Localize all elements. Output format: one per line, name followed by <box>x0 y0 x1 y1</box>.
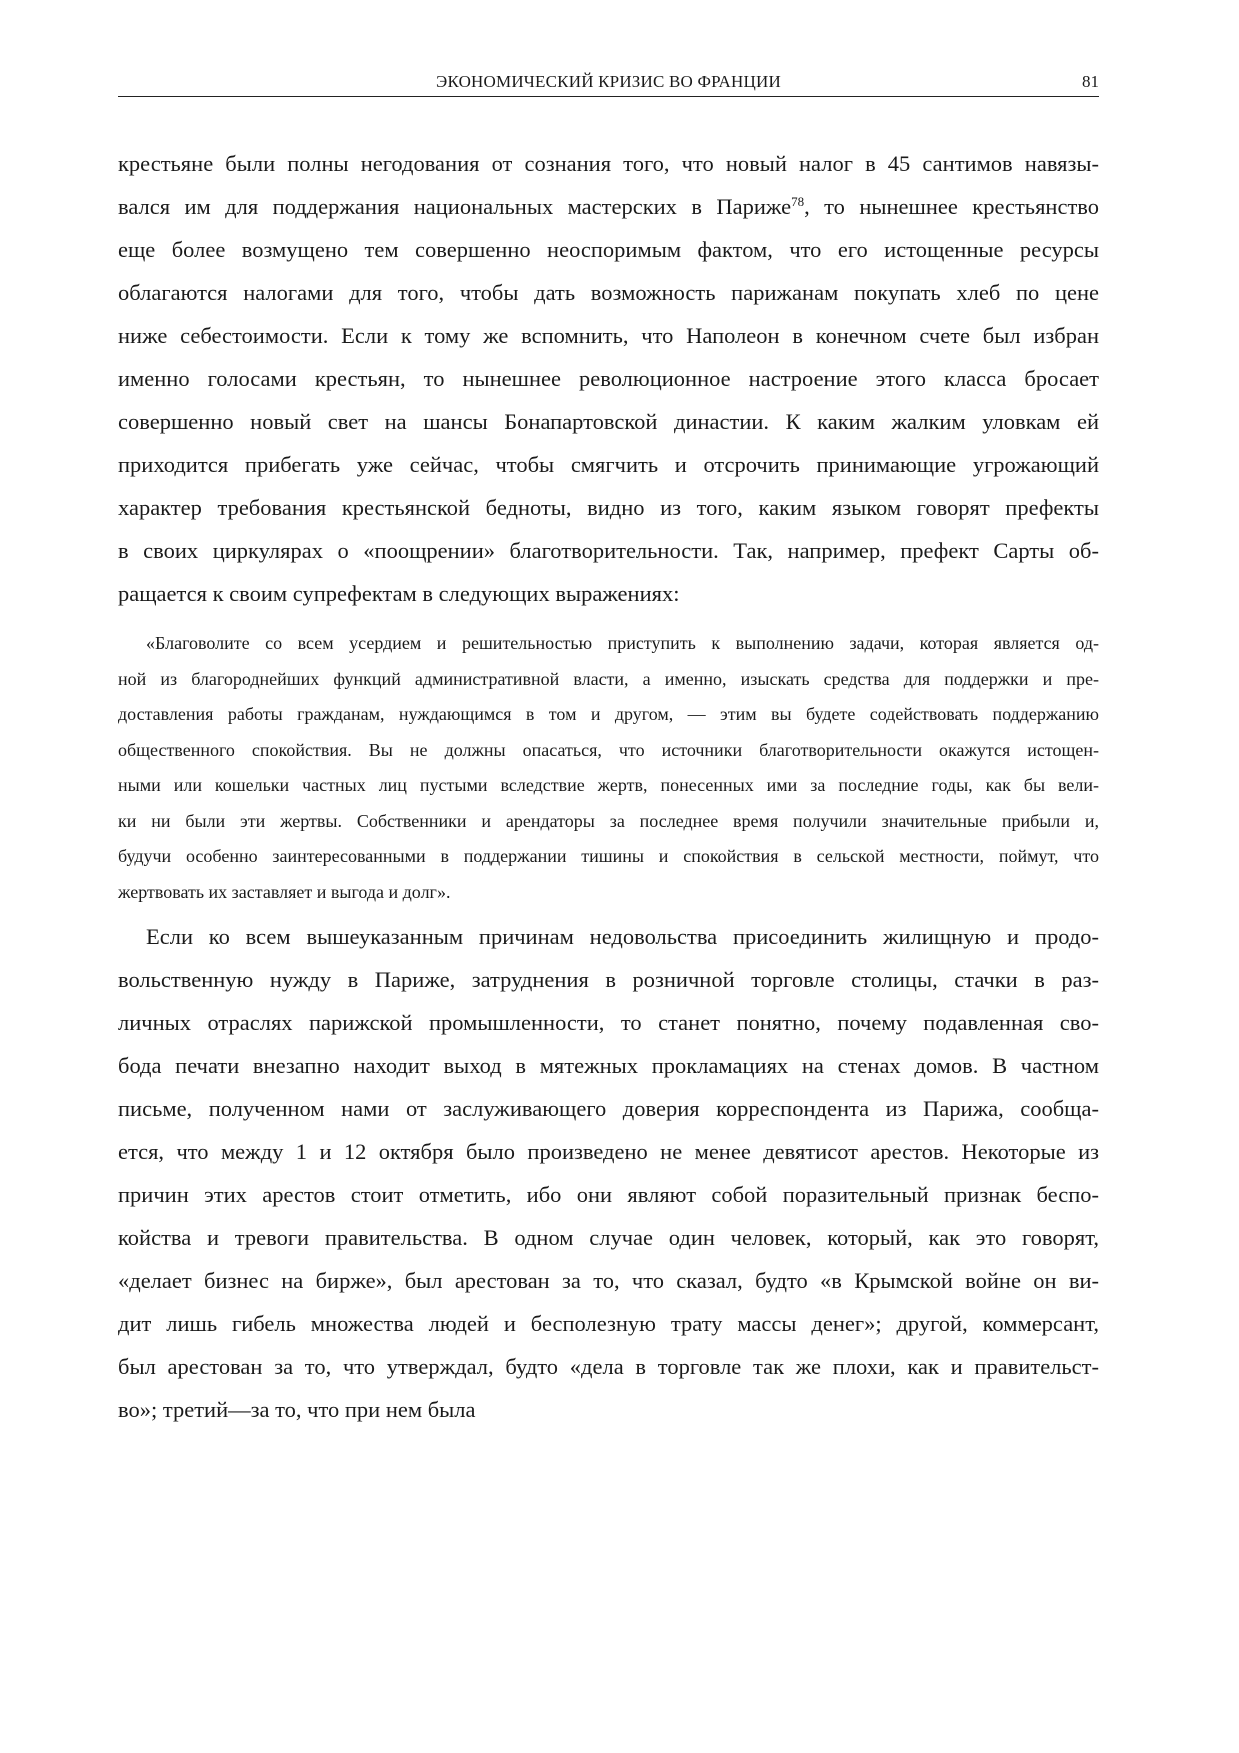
text-line: облагаются налогами для того, чтобы дать возможность парижанам покупать хлеб по цене <box>118 280 1099 305</box>
text-line: письме, полученном нами от заслуживающего доверия корреспондента из Парижа, сообща- <box>118 1096 1099 1121</box>
text-line: именно голосами крестьян, то нынешнее революционное настроение этого класса бросает <box>118 366 1099 391</box>
quote-line: ки ни были эти жертвы. Собственники и арендаторы за последнее время получили значительные прибыли и, <box>118 810 1099 831</box>
page-number: 81 <box>1082 72 1099 91</box>
text-line: ниже себестоимости. Если к тому же вспомнить, что Наполеон в конечном счете был избран <box>118 323 1099 348</box>
running-header <box>118 70 1099 97</box>
text-line: койства и тревоги правительства. В одном случае один человек, который, как это говорят, <box>118 1225 1099 1250</box>
text-line: крестьяне были полны негодования от сознания того, что новый налог в 45 сантимов навязы- <box>118 151 1099 176</box>
text-line: ращается к своим супрефектам в следующих выражениях: <box>118 581 680 606</box>
text-fragment: вался им для поддержания национальных мастерских в Париже <box>118 194 792 219</box>
text-line: был арестован за то, что утверждал, будто «дела в торговле так же плохи, как и правительст- <box>118 1354 1099 1379</box>
quote-line: будучи особенно заинтересованными в поддержании тишины и спокойствия в сельской местности, поймут, что <box>118 846 1099 866</box>
text-line: еще более возмущено тем совершенно неоспоримым фактом, что его истощенные ресурсы <box>118 237 1099 262</box>
text-fragment: , то нынешнее крестьянство <box>804 194 1099 219</box>
text-line: ется, что между 1 и 12 октября было произведено не менее девятисот арестов. Некоторые из <box>118 1139 1099 1164</box>
text-line: бода печати внезапно находит выход в мятежных прокламациях на стенах домов. В частном <box>118 1053 1099 1078</box>
text-line <box>118 185 1099 228</box>
text-line: характер требования крестьянской бедноты, видно из того, каким языком говорят префекты <box>118 495 1099 520</box>
text-line: вольственную нужду в Париже, затруднения в розничной торговле столицы, стачки в раз- <box>118 967 1099 992</box>
paragraph-2 <box>118 915 1099 1431</box>
block-quote <box>118 626 1099 910</box>
quote-line: жертвовать их заставляет и выгода и долг». <box>118 881 451 902</box>
text-line: причин этих арестов стоит отметить, ибо они являют собой поразительный признак беспо- <box>118 1182 1099 1207</box>
text-line: Если ко всем вышеуказанным причинам недовольства присоединить жилищную и продо- <box>146 924 1099 949</box>
text-line: приходится прибегать уже сейчас, чтобы смягчить и отсрочить принимающие угрожающий <box>118 452 1099 477</box>
running-title: ЭКОНОМИЧЕСКИЙ КРИЗИС ВО ФРАНЦИИ <box>436 72 781 91</box>
text-line: совершенно новый свет на шансы Бонапартовской династии. К каким жалким уловкам ей <box>118 409 1099 434</box>
text-line: в своих циркулярах о «поощрении» благотворительности. Так, например, префект Сарты об- <box>118 538 1099 563</box>
text-line: дит лишь гибель множества людей и бесполезную трату массы денег»; другой, коммерсант, <box>118 1311 1099 1336</box>
quote-line: «Благоволите со всем усердием и решительностью приступить к выполнению задачи, которая является од- <box>146 633 1099 653</box>
text-line: личных отраслях парижской промышленности, то станет понятно, почему подавленная сво- <box>118 1010 1099 1035</box>
quote-line: ными или кошельки частных лиц пустыми вследствие жертв, понесенных ими за последние годы, как бы вели- <box>118 775 1099 795</box>
paragraph-1 <box>118 142 1099 615</box>
quote-line: доставления работы гражданам, нуждающимся в том и другом, — этим вы будете содействовать поддержанию <box>118 704 1099 724</box>
text-line: во»; третий—за то, что при нем была <box>118 1397 476 1422</box>
quote-line: ной из благороднейших функций административной власти, а именно, изыскать средства для поддержки и пре- <box>118 668 1099 689</box>
footnote-reference[interactable]: 78 <box>791 194 805 209</box>
quote-line: общественного спокойствия. Вы не должны опасаться, что источники благотворительности окажутся истощен- <box>118 739 1099 760</box>
text-line: «делает бизнес на бирже», был арестован за то, что сказал, будто «в Крымской войне он ви- <box>118 1268 1099 1293</box>
